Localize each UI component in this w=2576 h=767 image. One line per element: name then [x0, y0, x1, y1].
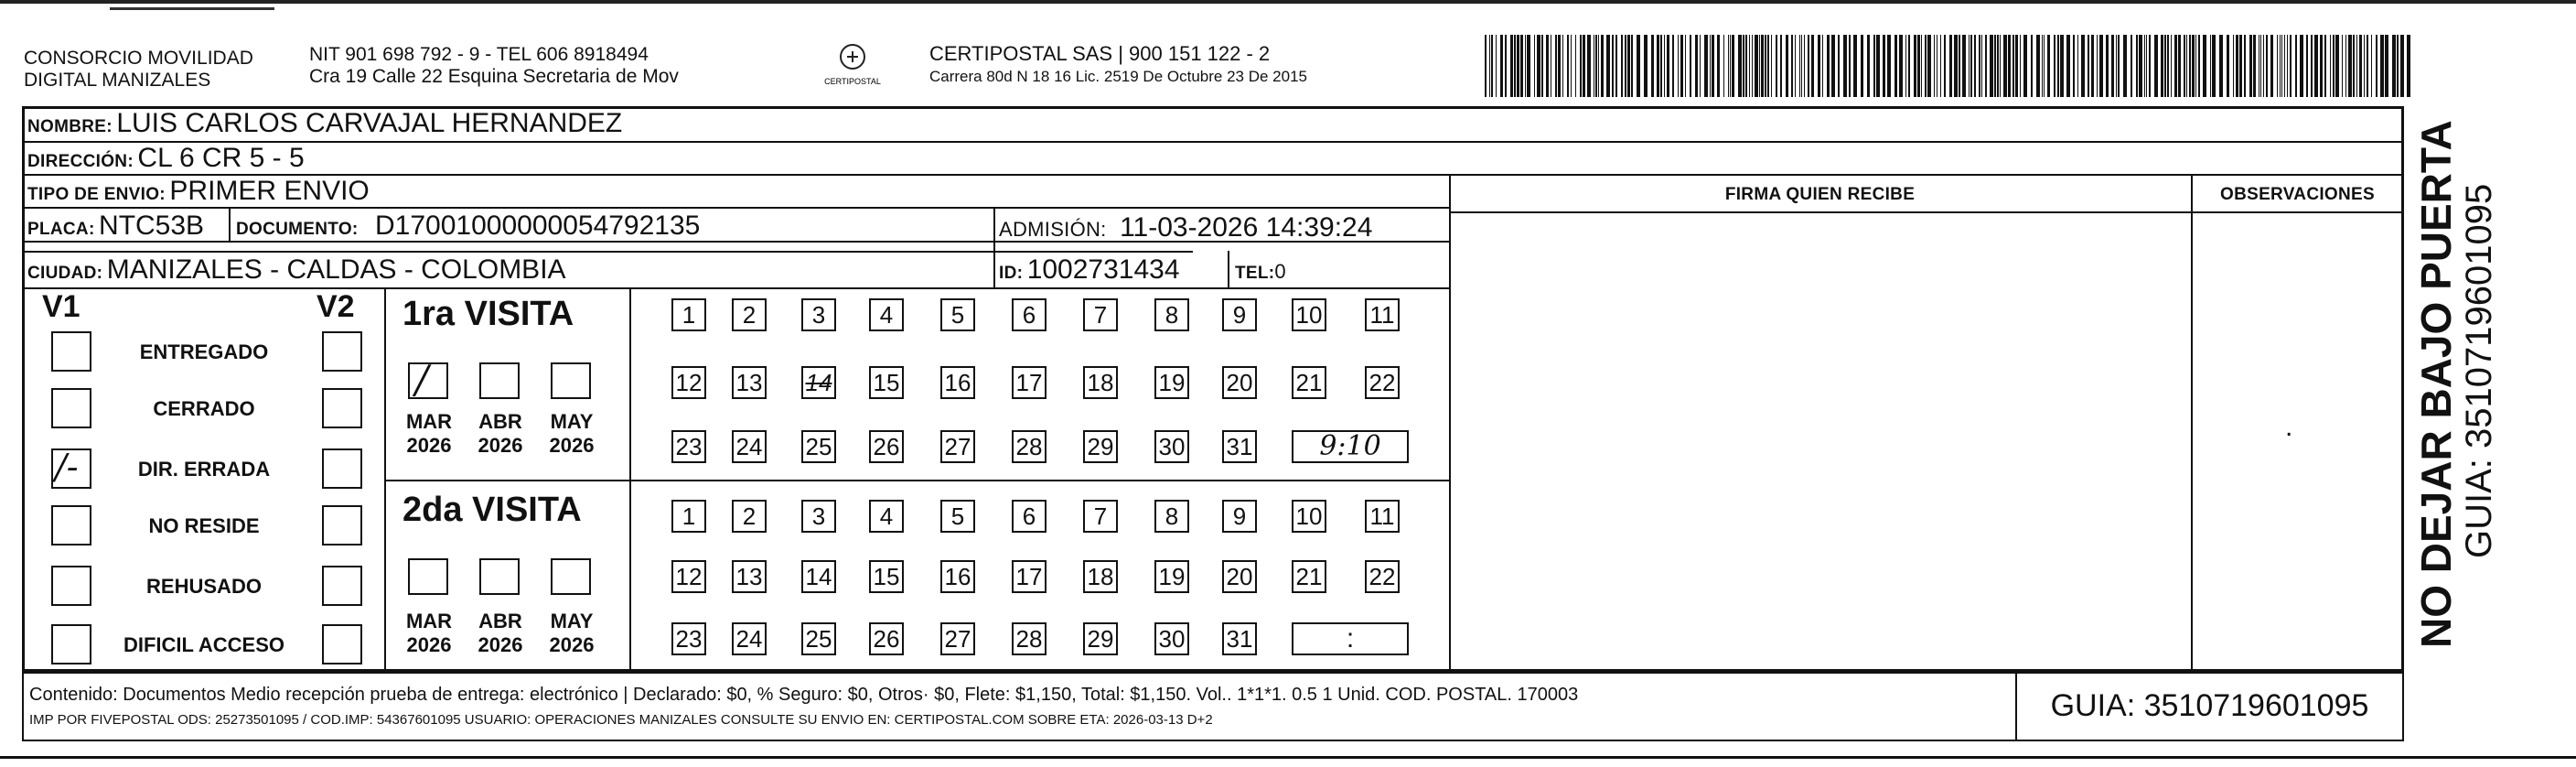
- visit2-month-name: ABR: [478, 610, 522, 632]
- visit1-day-14[interactable]: 14: [801, 366, 836, 399]
- placa-cell: [27, 211, 204, 242]
- visit1-day-9[interactable]: 9: [1222, 298, 1257, 331]
- tipo-envio-label: TIPO DE ENVIO:: [27, 185, 166, 204]
- visit2-month-name: MAY: [550, 610, 594, 632]
- tipo-envio-value: PRIMER ENVIO: [169, 176, 370, 206]
- direccion-label: DIRECCIÓN:: [27, 152, 134, 171]
- visit2-day-30[interactable]: 30: [1154, 622, 1189, 655]
- visit1-day-20[interactable]: 20: [1222, 366, 1257, 399]
- id-label: ID:: [999, 264, 1024, 283]
- visit2-day-15[interactable]: 15: [869, 560, 904, 593]
- visit2-time-field[interactable]: :: [1292, 622, 1409, 655]
- id-value: 1002731434: [1026, 254, 1180, 285]
- placa-label: PLACA:: [27, 220, 95, 239]
- v2-header: V2: [317, 289, 355, 324]
- visit1-month-mark: /: [415, 357, 429, 402]
- visit2-day-13[interactable]: 13: [732, 560, 767, 593]
- visit1-day-26[interactable]: 26: [869, 430, 904, 463]
- visit2-month-label-3: [540, 610, 604, 657]
- visit2-title: 2da VISITA: [402, 491, 582, 529]
- visit2-day-25[interactable]: 25: [801, 622, 836, 655]
- visit2-month-box-3[interactable]: [551, 558, 591, 595]
- visit1-day-11[interactable]: 11: [1365, 298, 1400, 331]
- documento-cell: [236, 211, 700, 242]
- visit2-day-17[interactable]: 17: [1012, 560, 1046, 593]
- visit2-day-9[interactable]: 9: [1222, 500, 1257, 533]
- v1-checkbox-3[interactable]: [51, 448, 91, 489]
- visit1-month-label-1: [397, 410, 461, 458]
- visit2-day-7[interactable]: 7: [1083, 500, 1118, 533]
- visit1-day-29[interactable]: 29: [1083, 430, 1118, 463]
- nit-line: NIT 901 698 792 - 9 - TEL 606 8918494: [309, 44, 649, 65]
- visit1-day-30[interactable]: 30: [1154, 430, 1189, 463]
- placa-value: NTC53B: [99, 211, 205, 241]
- footer-contenido: Contenido: Documentos Medio recepción prueba de entrega: electrónico | Declarado: $0, % Seguro: $0, Otros· $0, Flete: $1,150, Total: $1,150. Vol.. 1*1*1. 0.5 1 Unid. COD. POSTAL. 170003: [29, 685, 1579, 705]
- company-line1: CONSORCIO MOVILIDAD: [24, 48, 253, 69]
- top-edge-line: [0, 0, 2576, 4]
- carrier-line: CERTIPOSTAL SAS | 900 151 122 - 2: [929, 42, 1271, 65]
- visit2-day-14[interactable]: 14: [801, 560, 836, 593]
- visit2-month-year: 2026: [406, 633, 452, 656]
- firma-header: FIRMA QUIEN RECIBE: [1724, 185, 1916, 204]
- certipostal-logo: [812, 38, 893, 93]
- v2-checkbox-4[interactable]: [322, 505, 362, 546]
- top-edge-mark: [110, 7, 274, 10]
- visit1-month-name: MAY: [550, 410, 594, 433]
- visit2-day-4[interactable]: 4: [869, 500, 904, 533]
- visit1-day-23[interactable]: 23: [671, 430, 706, 463]
- v2-checkbox-1[interactable]: [322, 331, 362, 372]
- visit2-month-box-2[interactable]: [479, 558, 520, 595]
- visit2-day-31[interactable]: 31: [1222, 622, 1257, 655]
- visit1-day-3[interactable]: 3: [801, 298, 836, 331]
- visit2-month-year: 2026: [549, 633, 595, 656]
- id-cell: [999, 254, 1180, 286]
- nombre-row: [27, 108, 622, 139]
- visit2-day-2[interactable]: 2: [732, 500, 767, 533]
- tel-cell: [1235, 260, 1286, 284]
- visit2-day-3[interactable]: 3: [801, 500, 836, 533]
- visit1-day-16[interactable]: 16: [940, 366, 975, 399]
- visit1-day-25[interactable]: 25: [801, 430, 836, 463]
- visit1-day-13[interactable]: 13: [732, 366, 767, 399]
- documento-value: D17001000000054792135: [375, 211, 701, 241]
- visit1-day-18[interactable]: 18: [1083, 366, 1118, 399]
- visit1-day-7[interactable]: 7: [1083, 298, 1118, 331]
- footer-imp: IMP POR FIVEPOSTAL ODS: 25273501095 / COD.IMP: 54367601095 USUARIO: OPERACIONES MANIZALES CONSULTE SU ENVIO EN: CERTIPOSTAL.COM SOBRE ETA: 2026-03-13 D+2: [29, 712, 1213, 728]
- logo-text: CERTIPOSTAL: [824, 77, 881, 86]
- visit2-day-16[interactable]: 16: [940, 560, 975, 593]
- visit1-day-12[interactable]: 12: [671, 366, 706, 399]
- v2-checkbox-2[interactable]: [322, 388, 362, 428]
- visit1-day-5[interactable]: 5: [940, 298, 975, 331]
- visit1-month-year: 2026: [406, 434, 452, 457]
- admision-cell: [999, 212, 1372, 243]
- visit2-day-27[interactable]: 27: [940, 622, 975, 655]
- visit2-day-21[interactable]: 21: [1292, 560, 1326, 593]
- visit1-day-4[interactable]: 4: [869, 298, 904, 331]
- visit1-day-6[interactable]: 6: [1012, 298, 1046, 331]
- ciudad-cell: [27, 254, 566, 286]
- visit1-month-year: 2026: [478, 434, 523, 457]
- visit2-day-26[interactable]: 26: [869, 622, 904, 655]
- visit2-day-29[interactable]: 29: [1083, 622, 1118, 655]
- visit1-day-1[interactable]: 1: [671, 298, 706, 331]
- v1-checkbox-4[interactable]: [51, 505, 91, 546]
- v2-checkbox-3[interactable]: [322, 448, 362, 489]
- visit1-month-box-3[interactable]: [551, 362, 591, 399]
- direccion-value: CL 6 CR 5 - 5: [137, 143, 305, 173]
- nombre-value: LUIS CARLOS CARVAJAL HERNANDEZ: [116, 108, 623, 138]
- status-label-6: DIFICIL ACCESO: [123, 633, 284, 656]
- visit2-month-name: MAR: [405, 610, 453, 632]
- admision-value: 11-03-2026 14:39:24: [1120, 212, 1373, 243]
- ciudad-value: MANIZALES - CALDAS - COLOMBIA: [106, 254, 566, 285]
- documento-label: DOCUMENTO:: [236, 220, 359, 239]
- visit2-day-19[interactable]: 19: [1154, 560, 1189, 593]
- visit2-month-box-1[interactable]: [408, 558, 448, 595]
- visit1-month-name: ABR: [478, 410, 522, 433]
- admision-label: ADMISIÓN:: [999, 218, 1107, 241]
- visit1-day-8[interactable]: 8: [1154, 298, 1189, 331]
- visit2-day-5[interactable]: 5: [940, 500, 975, 533]
- visit1-day-17[interactable]: 17: [1012, 366, 1046, 399]
- visit1-day-19[interactable]: 19: [1154, 366, 1189, 399]
- tel-value: 0: [1274, 260, 1286, 283]
- v2-checkbox-5[interactable]: [322, 566, 362, 606]
- visit1-day-27[interactable]: 27: [940, 430, 975, 463]
- no-dejar-bajo-puerta: NO DEJAR BAJO PUERTA: [2412, 120, 2460, 648]
- visit1-time-field[interactable]: 9:10: [1292, 430, 1409, 463]
- visit1-month-label-2: [468, 410, 532, 458]
- barcode: [1485, 35, 2410, 97]
- visit2-day-23[interactable]: 23: [671, 622, 706, 655]
- direccion-row: [27, 143, 305, 174]
- address-line: Cra 19 Calle 22 Esquina Secretaria de Mov: [309, 66, 679, 87]
- v1-header: V1: [42, 289, 80, 324]
- status-label-5: REHUSADO: [146, 575, 262, 598]
- visit2-month-year: 2026: [478, 633, 523, 656]
- visit1-day-10[interactable]: 10: [1292, 298, 1326, 331]
- visit1-day-21[interactable]: 21: [1292, 366, 1326, 399]
- side-guia: GUIA: 3510719601095: [2459, 183, 2499, 558]
- status-label-1: ENTREGADO: [139, 340, 269, 363]
- v2-checkbox-6[interactable]: [322, 624, 362, 664]
- visit1-day-28[interactable]: 28: [1012, 430, 1046, 463]
- visit1-title: 1ra VISITA: [402, 295, 574, 333]
- company-contact: [309, 44, 679, 88]
- visit2-day-6[interactable]: 6: [1012, 500, 1046, 533]
- visit2-day-11[interactable]: 11: [1365, 500, 1400, 533]
- visit1-month-box-2[interactable]: [479, 362, 520, 399]
- visit1-day-15[interactable]: 15: [869, 366, 904, 399]
- v1-checkbox-2[interactable]: [51, 388, 91, 428]
- company-name: [24, 48, 253, 92]
- carrier-address: Carrera 80d N 18 16 Lic. 2519 De Octubre 23 De 2015: [929, 68, 1307, 85]
- visit1-day-2[interactable]: 2: [732, 298, 767, 331]
- visit1-month-box-1[interactable]: [408, 357, 448, 402]
- bottom-edge-line: [0, 756, 2576, 759]
- visit1-day-22[interactable]: 22: [1365, 366, 1400, 399]
- status-label-2: CERRADO: [153, 397, 255, 420]
- visit2-day-8[interactable]: 8: [1154, 500, 1189, 533]
- status-label-4: NO RESIDE: [148, 514, 260, 537]
- visit2-day-24[interactable]: 24: [732, 622, 767, 655]
- visit2-day-12[interactable]: 12: [671, 560, 706, 593]
- visit2-month-label-2: [468, 610, 532, 657]
- visit2-day-18[interactable]: 18: [1083, 560, 1118, 593]
- observaciones-dot: .: [2285, 412, 2293, 442]
- v1-handwritten-mark: /-: [55, 447, 79, 487]
- nombre-label: NOMBRE:: [27, 117, 113, 136]
- tel-label: TEL:: [1235, 264, 1275, 283]
- status-label-3: DIR. ERRADA: [137, 458, 271, 481]
- company-line2: DIGITAL MANIZALES: [24, 70, 211, 91]
- v1-checkbox-5[interactable]: [51, 566, 91, 606]
- v1-checkbox-6[interactable]: [51, 624, 91, 664]
- carrier-info: [929, 42, 1307, 86]
- ciudad-label: CIUDAD:: [27, 264, 103, 283]
- visit2-day-22[interactable]: 22: [1365, 560, 1400, 593]
- visit1-day-31[interactable]: 31: [1222, 430, 1257, 463]
- visit2-day-1[interactable]: 1: [671, 500, 706, 533]
- visit1-day-24[interactable]: 24: [732, 430, 767, 463]
- visit2-month-label-1: [397, 610, 461, 657]
- visit2-day-10[interactable]: 10: [1292, 500, 1326, 533]
- visit2-day-28[interactable]: 28: [1012, 622, 1046, 655]
- observaciones-header: OBSERVACIONES: [2220, 185, 2375, 204]
- tipo-envio-row: [27, 176, 370, 207]
- visit1-month-year: 2026: [549, 434, 595, 457]
- visit1-month-label-3: [540, 410, 604, 458]
- visit1-month-name: MAR: [405, 410, 453, 433]
- v1-checkbox-1[interactable]: [51, 331, 91, 372]
- visit2-day-20[interactable]: 20: [1222, 560, 1257, 593]
- footer-guia: GUIA: 3510719601095: [2050, 688, 2369, 723]
